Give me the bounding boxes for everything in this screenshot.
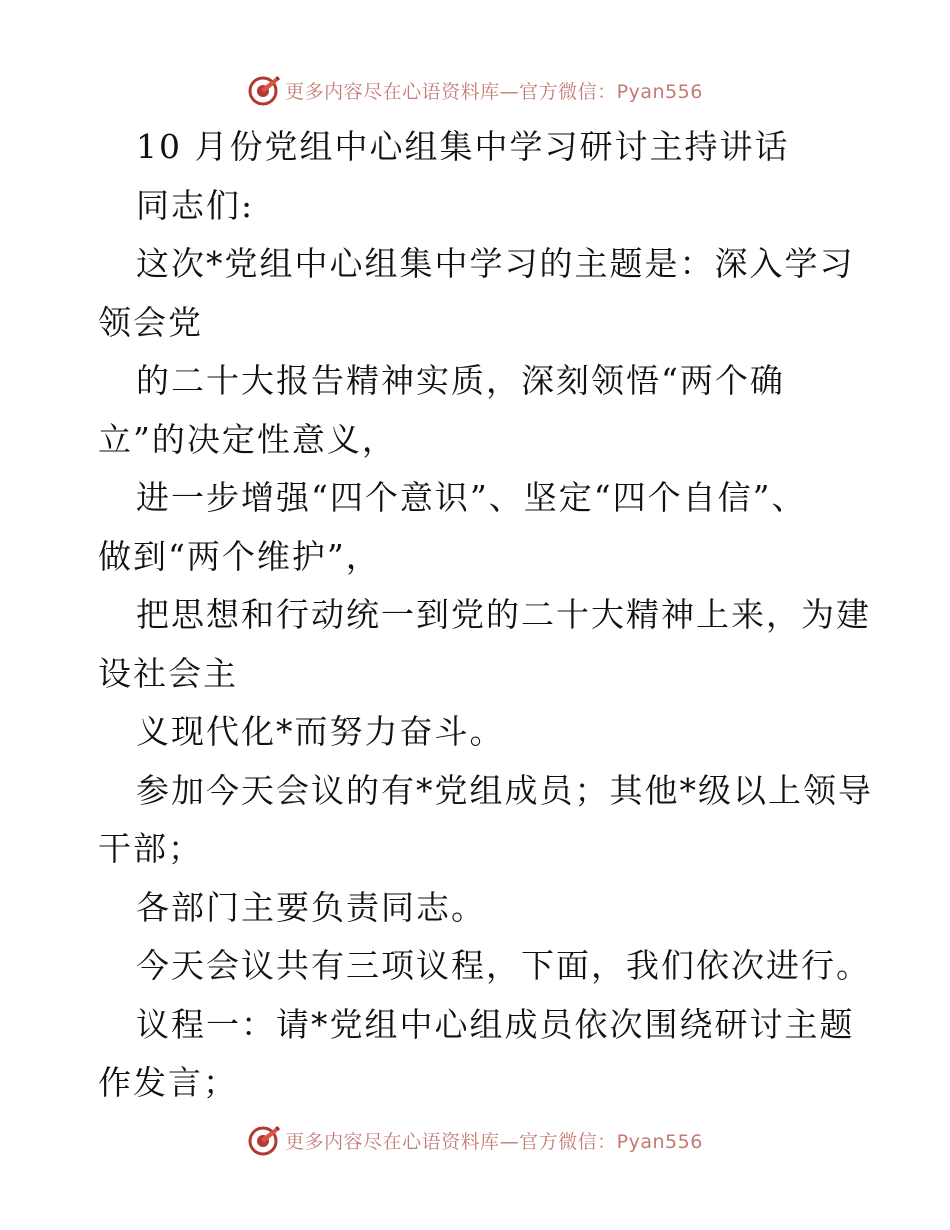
footer-watermark bbox=[0, 1120, 950, 1160]
text-line: 进一步增强“四个意识”、坚定“四个自信”、 bbox=[136, 478, 807, 517]
pen-logo-icon bbox=[247, 73, 281, 107]
text-line: 的二十大报告精神实质，深刻领悟“两个确 bbox=[136, 361, 785, 400]
text-line: 领会党 bbox=[98, 302, 203, 342]
text-line: 各部门主要负责同志。 bbox=[136, 887, 486, 927]
text-line: 把思想和行动统一到党的二十大精神上来，为建 bbox=[136, 595, 871, 634]
text-line: 作发言； bbox=[98, 1063, 238, 1102]
pen-logo-icon bbox=[247, 1123, 281, 1157]
document-body bbox=[98, 118, 873, 1113]
text-line: 这次*党组中心组集中学习的主题是：深入学习 bbox=[136, 244, 855, 283]
text-line: 今天会议共有三项议程，下面，我们依次进行。 bbox=[136, 946, 871, 985]
watermark-text: 更多内容尽在心语资料库—官方微信：Pyan556 bbox=[285, 1130, 703, 1153]
watermark-text: 更多内容尽在心语资料库—官方微信：Pyan556 bbox=[285, 80, 703, 103]
text-line: 做到“两个维护”， bbox=[98, 536, 381, 576]
text-line: 10 月份党组中心组集中学习研讨主持讲话 bbox=[136, 127, 790, 166]
header-watermark bbox=[0, 70, 950, 110]
text-line: 参加今天会议的有*党组成员；其他*级以上领导 bbox=[136, 770, 873, 810]
text-line: 立”的决定性意义， bbox=[98, 419, 397, 459]
text-line: 干部； bbox=[98, 829, 203, 868]
text-line: 设社会主 bbox=[98, 653, 238, 693]
text-line: 义现代化*而努力奋斗。 bbox=[136, 712, 505, 751]
text-line: 议程一：请*党组中心组成员依次围绕研讨主题 bbox=[136, 1004, 855, 1044]
text-line: 同志们: bbox=[136, 185, 255, 225]
